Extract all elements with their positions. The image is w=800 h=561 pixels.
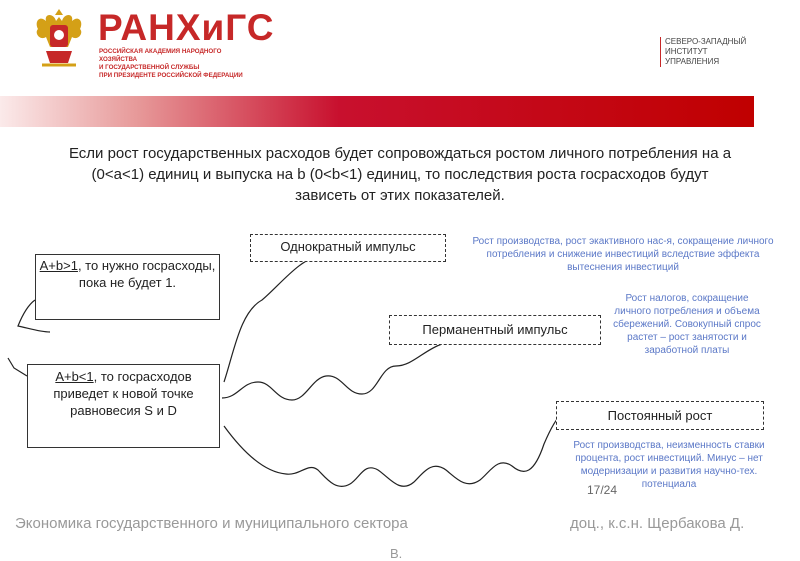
logo-wordmark: РАНХиГС: [98, 7, 275, 48]
condition-box-greater: [35, 254, 220, 320]
academy-name: РОССИЙСКАЯ АКАДЕМИЯ НАРОДНОГО ХОЗЯЙСТВА И ГОСУДАРСТВЕННОЙ СЛУЖБЫ ПРИ ПРЕЗИДЕНТЕ РОССИЙСКОЙ ФЕДЕРАЦИИ: [99, 48, 243, 79]
page-number: 17/24: [587, 483, 618, 497]
condition-less-text: , то госрасходов приведет к новой точке равновесия S и D: [53, 369, 194, 418]
connector-to-one-time: [224, 255, 340, 382]
steady-growth-note: Рост производства, неизменность ставки процента, рост инвестиций. Минус – нет модернизации и развития научно-тех. потенциала: [573, 440, 765, 490]
condition-box-less: [27, 364, 220, 448]
footer-course: Экономика государственного и муниципального сектора: [15, 515, 408, 532]
condition-greater-text: , то нужно госрасходы, пока не будет 1.: [77, 258, 216, 290]
formula-greater: A+b>1: [39, 258, 78, 273]
steady-growth-box: Постоянный рост: [556, 401, 764, 430]
one-time-impulse-note: Рост производства, рост экактивного нас-я, сокращение личного потребления и снижение инвестиций вследствие эффекта вытеснения инвестиций: [472, 236, 774, 273]
connector-box-b-left: [8, 358, 27, 376]
permanent-impulse-note: Рост налогов, сокращение личного потребления и объема сбережений. Совокупный спрос растет – рост занятости и заработной платы: [613, 293, 761, 356]
footer-author-tail: В.: [390, 546, 403, 561]
connector-to-permanent: [222, 344, 442, 400]
permanent-impulse-box: Перманентный импульс: [389, 315, 601, 345]
connector-to-steady: [224, 414, 562, 486]
slide-title: Если рост государственных расходов будет сопровождаться ростом личного потребления на а (0<a<1) единиц и выпуска на b (0<b<1) единиц, то последствия роста госрасходов будут зависеть от этих показателей.: [68, 145, 732, 204]
one-time-impulse-box: Однократный импульс: [250, 234, 446, 262]
institute-name: СЕВЕРО-ЗАПАДНЫЙ ИНСТИТУТ УПРАВЛЕНИЯ: [660, 37, 765, 67]
footer-author: доц., к.с.н. Щербакова Д.: [570, 515, 745, 532]
formula-less: A+b<1: [55, 369, 94, 384]
